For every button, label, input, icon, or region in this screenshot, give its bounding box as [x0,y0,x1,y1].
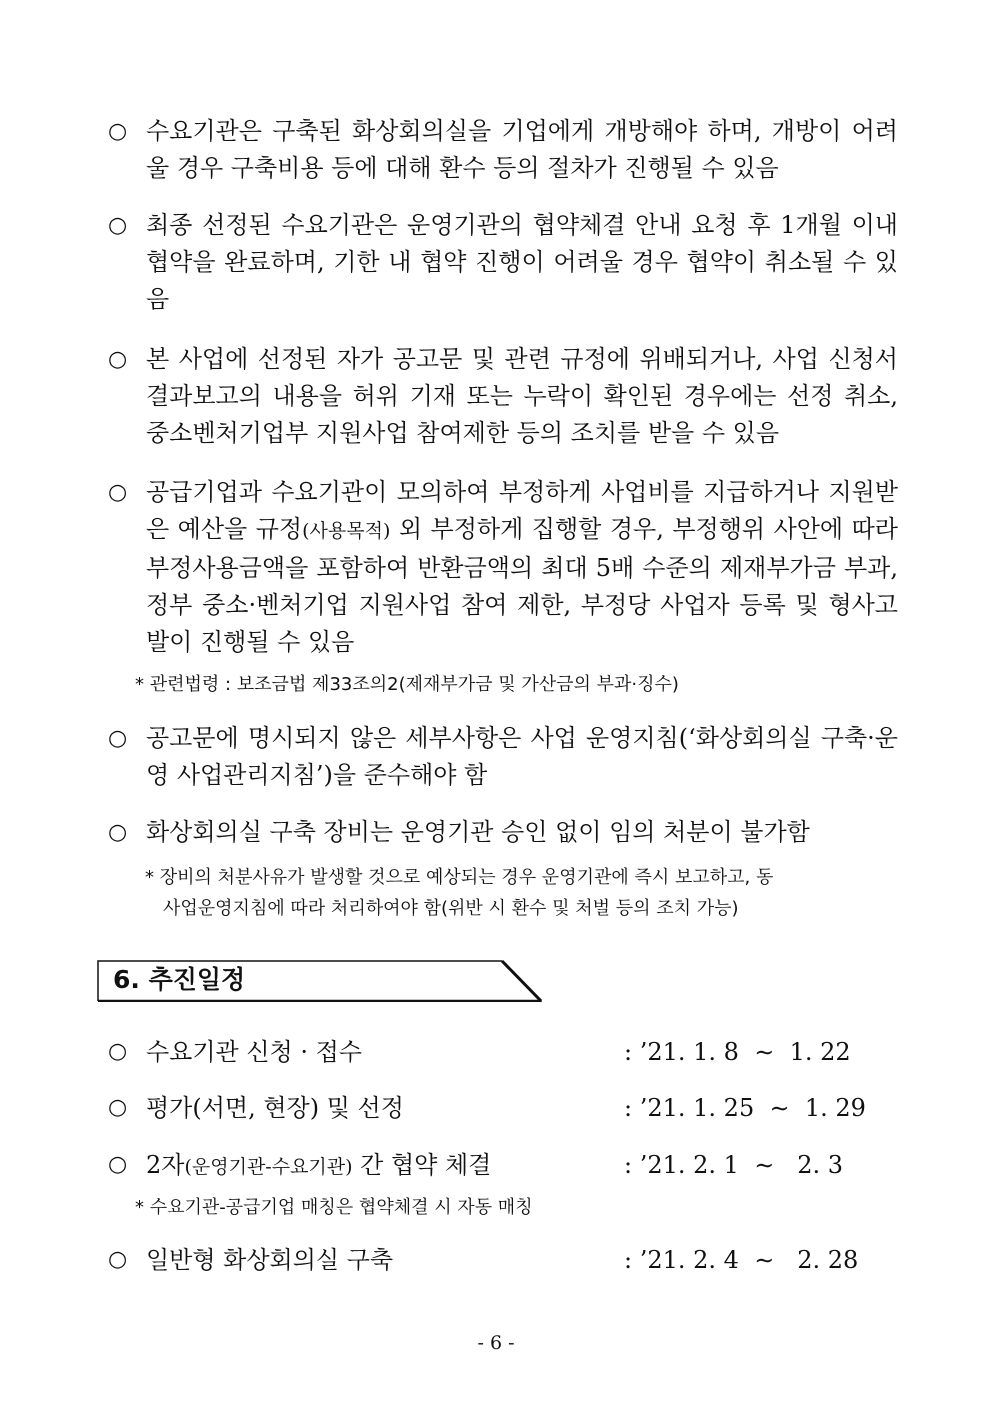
section-header [97,960,542,1002]
schedule-label: 평가(서면, 현장) 및 선정 [146,1094,404,1122]
section-title: 6. 추진일정 [113,965,246,994]
bullet-text: 화상회의실 구축 장비는 운영기관 승인 없이 임의 처분이 불가함 [146,818,810,846]
bullet-circle-icon: ○ [108,347,128,372]
bullet-circle-icon: ○ [108,1039,128,1064]
schedule-row [108,1032,898,1072]
schedule-label: 2자(운영기관-수요기관) 간 협약 체결 [146,1151,492,1179]
bullet-text: 수요기관은 구축된 화상회의실을 기업에게 개방해야 하며, 개방이 어려울 경우 구축비용 등에 대해 환수 등의 절차가 진행될 수 있음 [146,117,898,182]
bullet-item [108,720,898,794]
schedule-row [108,1240,898,1280]
schedule-row [108,1145,898,1185]
bullet-item [108,341,898,452]
schedule-row [108,1088,898,1128]
schedule-date: : ’21. 1. 8 ∼ 1. 22 [624,1038,851,1066]
bullet-text: 공급기업과 수요기관이 모의하여 부정하게 사업비를 지급하거나 지원받은 예산을 규정(사용목적) 외 부정하게 집행할 경우, 부정행위 사안에 따라 부정사용금액을 포함하여 반환금액의 최대 5배 수준의 제재부가금 부과, 정부 중소·벤처기업 지원사업 참여 제한, 부정당 사업자 등록 및 형사고발이 진행될 수 있음 [146,478,898,656]
schedule-label: 일반형 화상회의실 구축 [146,1246,394,1274]
bullet-item [108,814,898,851]
schedule-date: : ’21. 2. 1 ∼ 2. 3 [624,1151,843,1179]
schedule-date: : ’21. 2. 4 ∼ 2. 28 [624,1246,859,1274]
bullet-circle-icon: ○ [108,820,128,845]
bullet-text: 공고문에 명시되지 않은 세부사항은 사업 운영지침(‘화상회의실 구축·운영 사업관리지침’)을 준수해야 함 [146,724,898,789]
page-number: - 6 - [477,1332,515,1354]
bullet-item [108,207,898,318]
schedule-label: 수요기관 신청 · 접수 [146,1038,362,1066]
bullet-item [108,474,898,661]
schedule-date: : ’21. 1. 25 ∼ 1. 29 [624,1094,866,1122]
matching-note: * 수요기관-공급기업 매칭은 협약체결 시 자동 매칭 [135,1197,533,1218]
equipment-note-line1: * 장비의 처분사유가 발생할 것으로 예상되는 경우 운영기관에 즉시 보고하고, 동 [145,867,774,888]
bullet-circle-icon: ○ [108,1152,128,1177]
bullet-text: 본 사업에 선정된 자가 공고문 및 관련 규정에 위배되거나, 사업 신청서 결과보고의 내용을 허위 기재 또는 누락이 확인된 경우에는 선정 취소, 중소벤처기업부 지원사업 참여제한 등의 조치를 받을 수 있음 [146,345,898,447]
equipment-note-line2: 사업운영지침에 따라 처리하여야 함(위반 시 환수 및 처벌 등의 조치 가능) [163,898,739,919]
bullet-circle-icon: ○ [108,1247,128,1272]
bullet-circle-icon: ○ [108,119,128,144]
bullet-circle-icon: ○ [108,726,128,751]
bullet-circle-icon: ○ [108,480,128,505]
bullet-circle-icon: ○ [108,1095,128,1120]
law-note: * 관련법령 : 보조금법 제33조의2(제재부가금 및 가산금의 부과·징수) [135,674,679,695]
bullet-circle-icon: ○ [108,213,128,238]
bullet-item [108,113,898,187]
bullet-text: 최종 선정된 수요기관은 운영기관의 협약체결 안내 요청 후 1개월 이내 협약을 완료하며, 기한 내 협약 진행이 어려울 경우 협약이 취소될 수 있음 [146,211,898,313]
